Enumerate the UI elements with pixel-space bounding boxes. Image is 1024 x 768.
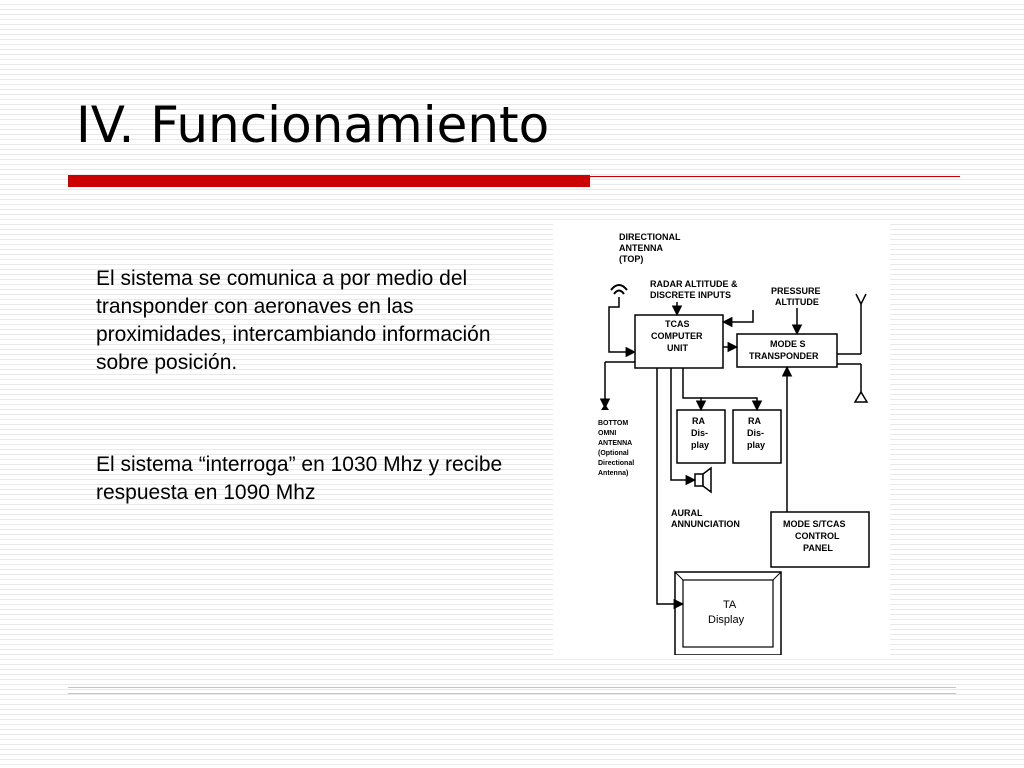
radar-altitude-label [650, 279, 738, 300]
svg-text:MODE S/TCAS: MODE S/TCAS [783, 519, 846, 529]
svg-text:(TOP): (TOP) [619, 254, 644, 264]
pressure-altitude-label [771, 286, 821, 307]
paragraph-frequencies: El sistema “interroga” en 1030 Mhz y recibe respuesta en 1090 Mhz [96, 453, 503, 504]
footer-rule-top [68, 687, 956, 688]
svg-text:MODE S: MODE S [770, 339, 806, 349]
svg-text:Display: Display [708, 614, 745, 626]
svg-text:Antenna): Antenna) [598, 470, 629, 477]
transponder-antenna-bottom-icon [855, 364, 867, 402]
directional-antenna-icon [611, 285, 627, 294]
aural-annunciation-label [671, 508, 740, 529]
svg-text:AURAL: AURAL [671, 508, 703, 518]
paragraph-communication: El sistema se comunica a por medio del transponder con aeronaves en las proximidades, intercambiando información sobre posición. [96, 267, 491, 374]
svg-text:ANTENNA: ANTENNA [619, 243, 663, 253]
svg-text:RADAR ALTITUDE &: RADAR ALTITUDE & [650, 279, 738, 289]
svg-text:Dis-: Dis- [691, 428, 709, 438]
svg-text:TCAS: TCAS [665, 319, 690, 329]
svg-text:PRESSURE: PRESSURE [771, 286, 821, 296]
svg-text:ALTITUDE: ALTITUDE [775, 297, 819, 307]
svg-text:TRANSPONDER: TRANSPONDER [749, 351, 819, 361]
transponder-antenna-top-icon [856, 294, 866, 354]
svg-text:RA: RA [692, 416, 705, 426]
svg-text:RA: RA [748, 416, 761, 426]
svg-text:PANEL: PANEL [803, 543, 833, 553]
svg-text:OMNI: OMNI [598, 430, 617, 437]
tcas-block-diagram [553, 222, 890, 655]
svg-text:DISCRETE INPUTS: DISCRETE INPUTS [650, 290, 732, 300]
svg-text:BOTTOM: BOTTOM [598, 420, 629, 427]
title-underline-rule [590, 176, 960, 177]
svg-text:COMPUTER: COMPUTER [651, 331, 703, 341]
svg-text:Directional: Directional [598, 460, 635, 467]
bottom-antenna-icon [601, 404, 609, 410]
bottom-omni-antenna-label [598, 420, 634, 477]
directional-antenna-label [619, 232, 681, 264]
svg-text:Dis-: Dis- [747, 428, 765, 438]
svg-text:(Optional: (Optional [598, 450, 629, 457]
svg-text:UNIT: UNIT [667, 343, 688, 353]
footer-rule-bottom [68, 693, 956, 694]
svg-text:DIRECTIONAL: DIRECTIONAL [619, 232, 681, 242]
svg-text:CONTROL: CONTROL [795, 531, 840, 541]
svg-text:ANNUNCIATION: ANNUNCIATION [671, 519, 740, 529]
svg-text:ANTENNA: ANTENNA [598, 440, 633, 447]
title-underline-bar [68, 175, 590, 187]
svg-text:play: play [747, 440, 766, 450]
svg-text:TA: TA [723, 599, 737, 611]
svg-text:play: play [691, 440, 710, 450]
speaker-icon [695, 468, 711, 492]
slide-title: IV. Funcionamiento [76, 96, 550, 154]
